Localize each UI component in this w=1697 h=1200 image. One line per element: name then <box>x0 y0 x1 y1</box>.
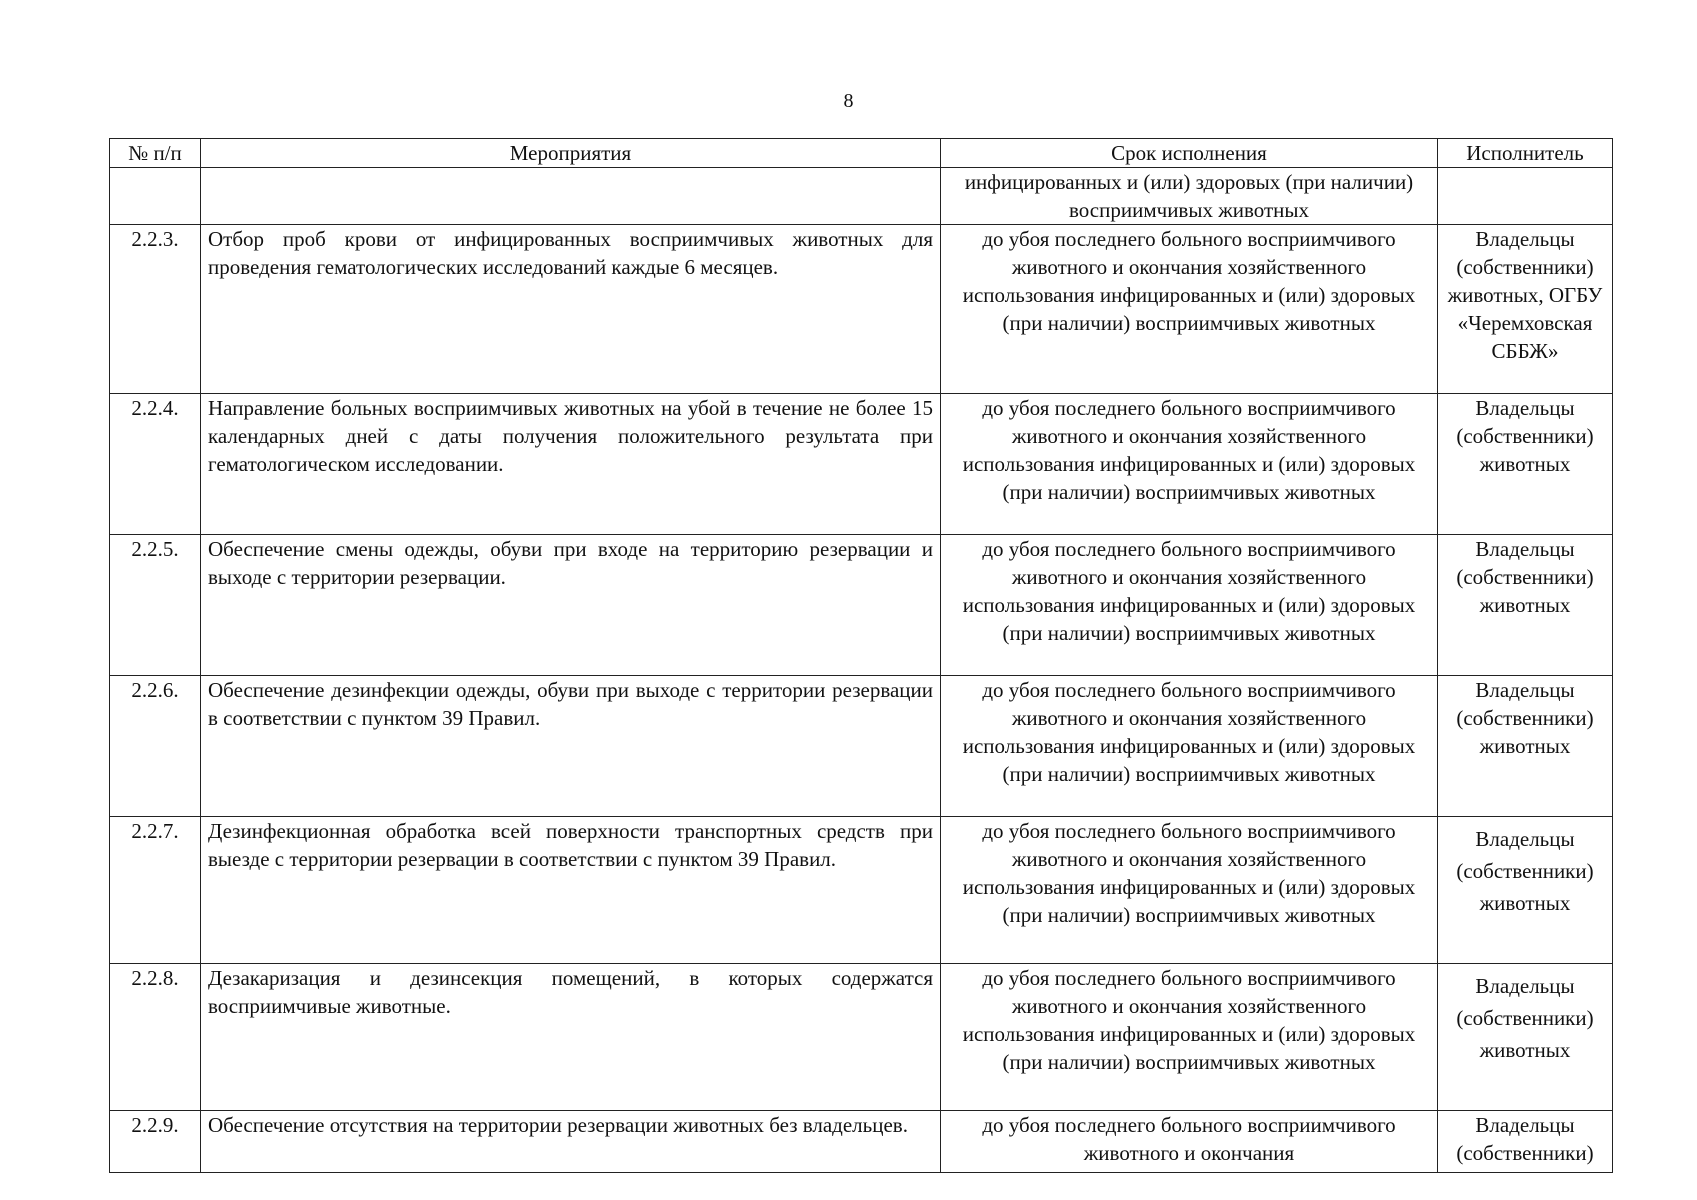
row-term: до убоя последнего больного восприимчивого животного и окончания <box>941 1111 1438 1173</box>
row-term: до убоя последнего больного восприимчивого животного и окончания хозяйственного использования инфицированных и (или) здоровых (при наличии) восприимчивых животных <box>941 817 1438 964</box>
row-num: 2.2.8. <box>110 964 201 1111</box>
table-row <box>110 817 1613 964</box>
page-number: 8 <box>843 90 854 112</box>
header-num: № п/п <box>110 139 201 168</box>
table-row <box>110 676 1613 817</box>
row-num: 2.2.9. <box>110 1111 201 1173</box>
row-num: 2.2.5. <box>110 535 201 676</box>
row-num: 2.2.4. <box>110 394 201 535</box>
header-exec: Исполнитель <box>1438 139 1613 168</box>
row-term: до убоя последнего больного восприимчивого животного и окончания хозяйственного использования инфицированных и (или) здоровых (при наличии) восприимчивых животных <box>941 535 1438 676</box>
row-exec: Владельцы (собственники) животных <box>1438 394 1613 535</box>
row-event <box>201 168 941 225</box>
row-event: Отбор проб крови от инфицированных восприимчивых животных для проведения гематологических исследований каждые 6 месяцев. <box>201 225 941 394</box>
row-event: Направление больных восприимчивых животных на убой в течение не более 15 календарных дней с даты получения положительного результата при гематологическом исследовании. <box>201 394 941 535</box>
row-event: Дезинфекционная обработка всей поверхности транспортных средств при выезде с территории резервации в соответствии с пунктом 39 Правил. <box>201 817 941 964</box>
row-exec: Владельцы (собственники) животных <box>1438 964 1613 1111</box>
row-event: Обеспечение отсутствия на территории резервации животных без владельцев. <box>201 1111 941 1173</box>
table-header-row <box>110 139 1613 168</box>
measures-table <box>109 138 1613 1173</box>
table-row <box>110 964 1613 1111</box>
row-event: Дезакаризация и дезинсекция помещений, в которых содержатся восприимчивые животные. <box>201 964 941 1111</box>
row-event: Обеспечение дезинфекции одежды, обуви при выходе с территории резервации в соответствии с пунктом 39 Правил. <box>201 676 941 817</box>
row-term: до убоя последнего больного восприимчивого животного и окончания хозяйственного использования инфицированных и (или) здоровых (при наличии) восприимчивых животных <box>941 394 1438 535</box>
row-exec: Владельцы (собственники) животных <box>1438 535 1613 676</box>
row-term: до убоя последнего больного восприимчивого животного и окончания хозяйственного использования инфицированных и (или) здоровых (при наличии) восприимчивых животных <box>941 676 1438 817</box>
table-row <box>110 535 1613 676</box>
row-exec: Владельцы (собственники) животных <box>1438 817 1613 964</box>
row-term: до убоя последнего больного восприимчивого животного и окончания хозяйственного использования инфицированных и (или) здоровых (при наличии) восприимчивых животных <box>941 964 1438 1111</box>
row-num: 2.2.3. <box>110 225 201 394</box>
row-num: 2.2.6. <box>110 676 201 817</box>
table-row <box>110 1111 1613 1173</box>
header-term: Срок исполнения <box>941 139 1438 168</box>
row-term: инфицированных и (или) здоровых (при наличии) восприимчивых животных <box>941 168 1438 225</box>
table-row-continuation <box>110 168 1613 225</box>
header-event: Мероприятия <box>201 139 941 168</box>
table-row <box>110 225 1613 394</box>
row-num <box>110 168 201 225</box>
row-exec: Владельцы (собственники) животных <box>1438 676 1613 817</box>
row-num: 2.2.7. <box>110 817 201 964</box>
row-term: до убоя последнего больного восприимчивого животного и окончания хозяйственного использования инфицированных и (или) здоровых (при наличии) восприимчивых животных <box>941 225 1438 394</box>
row-exec <box>1438 168 1613 225</box>
row-exec: Владельцы (собственники) <box>1438 1111 1613 1173</box>
table-row <box>110 394 1613 535</box>
row-event: Обеспечение смены одежды, обуви при входе на территорию резервации и выходе с территории резервации. <box>201 535 941 676</box>
row-exec: Владельцы (собственники) животных, ОГБУ «Черемховская СББЖ» <box>1438 225 1613 394</box>
